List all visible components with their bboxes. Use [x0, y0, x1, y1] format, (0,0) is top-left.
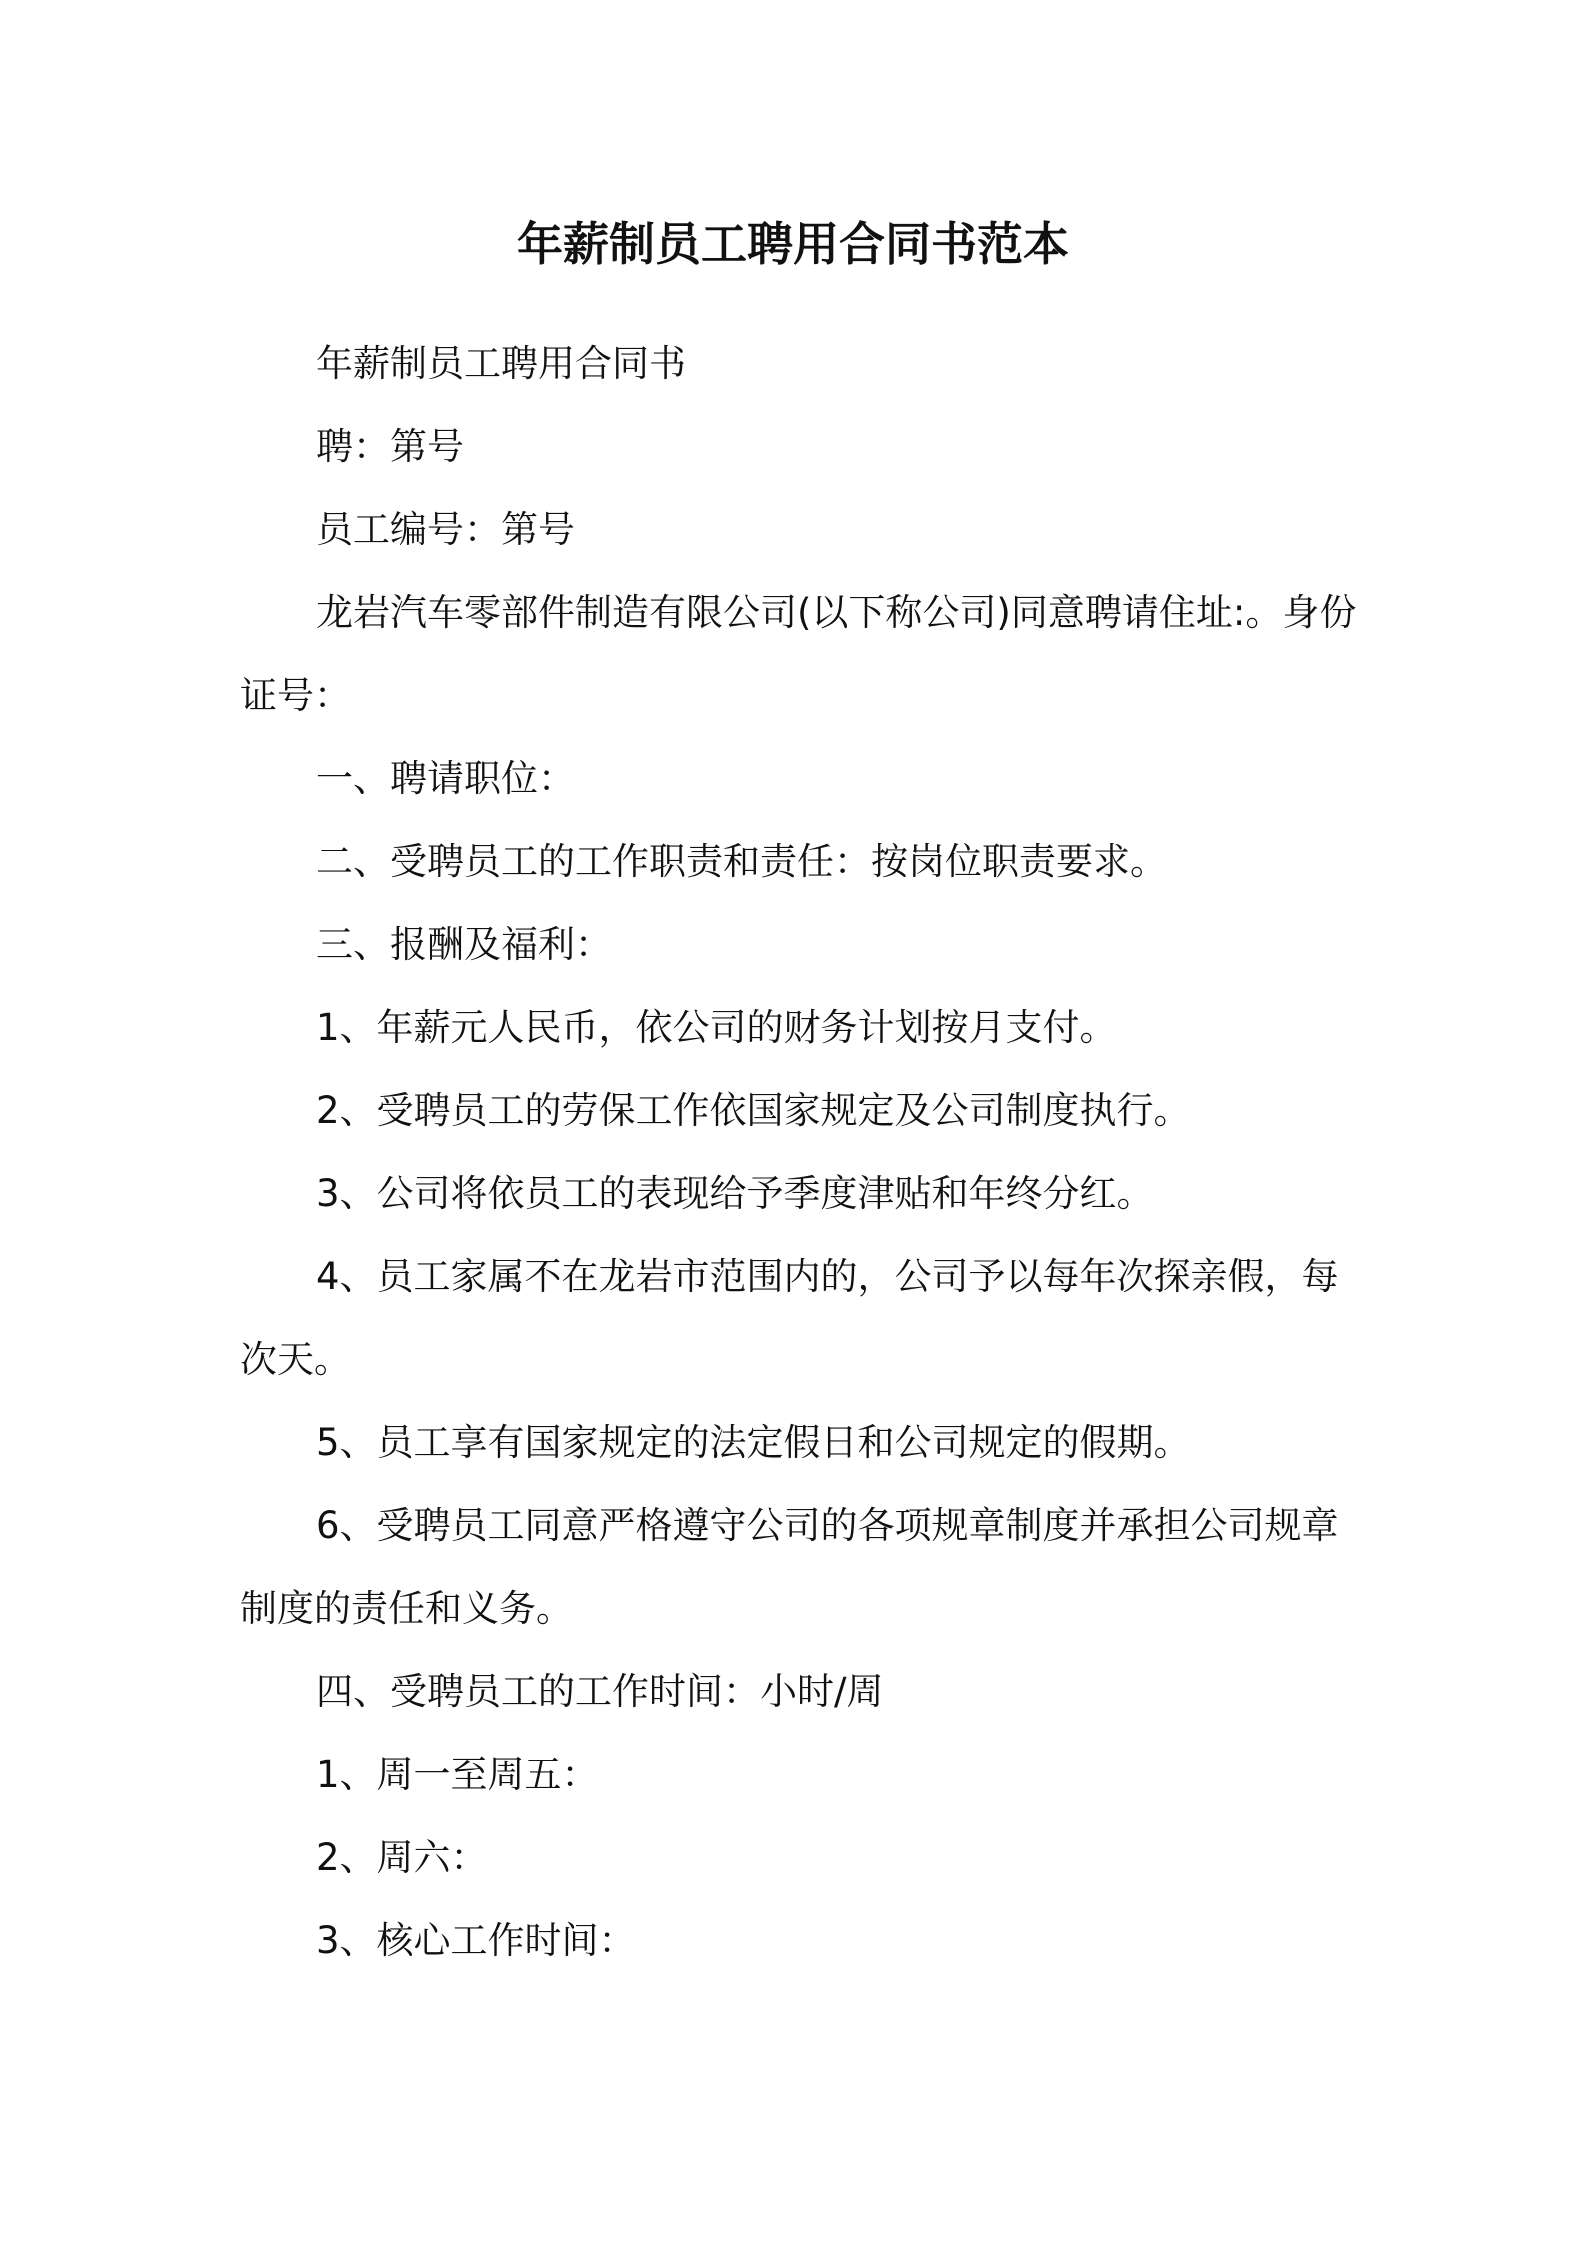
paragraph-hire-number: 聘：第号	[316, 425, 464, 468]
paragraph-section-2: 二、受聘员工的工作职责和责任：按岗位职责要求。	[316, 840, 1167, 883]
paragraph-contract-heading: 年薪制员工聘用合同书	[316, 342, 686, 385]
paragraph-item-3-2: 2、受聘员工的劳保工作依国家规定及公司制度执行。	[316, 1089, 1191, 1132]
paragraph-employee-number: 员工编号：第号	[316, 508, 575, 551]
paragraph-item-3-6: 6、受聘员工同意严格遵守公司的各项规章制度并承担公司规章制度的责任和义务。	[240, 1504, 1339, 1630]
paragraph-item-4-3: 3、核心工作时间：	[316, 1919, 636, 1962]
paragraph-item-4-2: 2、周六：	[316, 1836, 488, 1879]
paragraph-section-4: 四、受聘员工的工作时间：小时/周	[316, 1670, 884, 1713]
paragraph-section-1: 一、聘请职位：	[316, 757, 575, 800]
paragraph-item-3-4: 4、员工家属不在龙岩市范围内的，公司予以每年次探亲假，每次天。	[240, 1255, 1339, 1381]
paragraph-section-3: 三、报酬及福利：	[316, 923, 612, 966]
paragraph-item-4-1: 1、周一至周五：	[316, 1753, 599, 1796]
document-body	[240, 322, 1360, 1982]
paragraph-item-3-3: 3、公司将依员工的表现给予季度津贴和年终分红。	[316, 1172, 1154, 1215]
document-title: 年薪制员工聘用合同书范本	[517, 217, 1069, 271]
paragraph-company-intro: 龙岩汽车零部件制造有限公司(以下称公司)同意聘请住址:。身份证号：	[240, 591, 1357, 717]
paragraph-item-3-1: 1、年薪元人民币，依公司的财务计划按月支付。	[316, 1006, 1117, 1049]
paragraph-item-3-5: 5、员工享有国家规定的法定假日和公司规定的假期。	[316, 1421, 1191, 1464]
